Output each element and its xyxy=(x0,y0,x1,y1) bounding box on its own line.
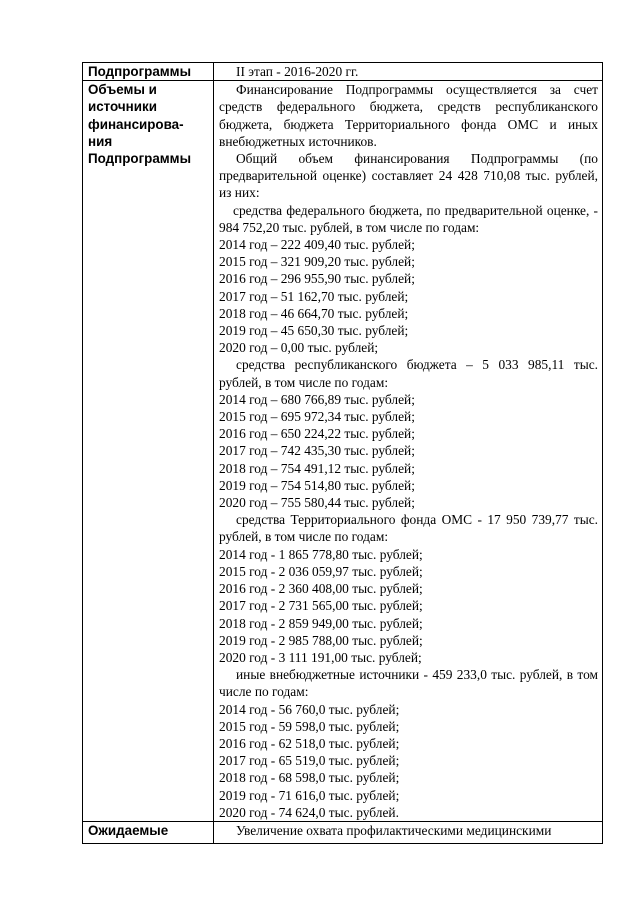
year-line: 2015 год – 321 909,20 тыс. рублей; xyxy=(219,254,415,270)
stage-value: II этап - 2016-2020 гг. xyxy=(214,63,603,81)
financing-label xyxy=(83,81,214,822)
other-heading: иные внебюджетные источники - 459 233,0 тыс. рублей, в том числе по годам: xyxy=(219,667,598,700)
passport-table xyxy=(82,62,603,844)
year-line: 2020 год - 74 624,0 тыс. рублей. xyxy=(219,804,399,820)
year-line: 2015 год – 695 972,34 тыс. рублей; xyxy=(219,409,415,425)
year-line: 2015 год - 59 598,0 тыс. рублей; xyxy=(219,718,400,734)
federal-list xyxy=(219,236,598,356)
financing-value xyxy=(214,81,603,822)
year-line: 2014 год - 56 760,0 тыс. рублей; xyxy=(219,701,400,717)
financing-row xyxy=(83,81,603,822)
oms-heading: средства Территориального фонда ОМС - 17 950 739,77 тыс. рублей, в том числе по годам: xyxy=(219,512,598,545)
financing-label-line: финансирова- xyxy=(88,116,184,132)
year-line: 2019 год - 71 616,0 тыс. рублей; xyxy=(219,787,400,803)
expected-label-text: Ожидаемые xyxy=(88,822,169,838)
expected-value xyxy=(214,821,603,843)
year-line: 2014 год – 680 766,89 тыс. рублей; xyxy=(219,391,415,407)
year-line: 2018 год – 754 491,12 тыс. рублей; xyxy=(219,460,415,476)
republic-heading: средства республиканского бюджета – 5 033 985,11 тыс. рублей, в том числе по годам: xyxy=(219,357,598,390)
year-line: 2019 год - 2 985 788,00 тыс. рублей; xyxy=(219,632,423,648)
financing-total: Общий объем финансирования Подпрограммы (по предварительной оценке) составляет 24 428 710,08 тыс. рублей, из них: xyxy=(219,151,598,201)
year-line: 2019 год – 45 650,30 тыс. рублей; xyxy=(219,323,409,339)
year-line: 2020 год – 0,00 тыс. рублей; xyxy=(219,340,379,356)
expected-row xyxy=(83,821,603,843)
year-line: 2020 год – 755 580,44 тыс. рублей; xyxy=(219,495,415,511)
year-line: 2016 год - 62 518,0 тыс. рублей; xyxy=(219,735,400,751)
year-line: 2014 год - 1 865 778,80 тыс. рублей; xyxy=(219,546,423,562)
federal-heading: средства федерального бюджета, по предварительной оценке, - 984 752,20 тыс. рублей, в том числе по годам: xyxy=(219,202,598,235)
year-line: 2015 год - 2 036 059,97 тыс. рублей; xyxy=(219,563,423,579)
year-line: 2016 год - 2 360 408,00 тыс. рублей; xyxy=(219,581,423,597)
year-line: 2017 год - 65 519,0 тыс. рублей; xyxy=(219,753,400,769)
stage-label: Подпрограммы xyxy=(83,63,214,81)
year-line: 2016 год – 296 955,90 тыс. рублей; xyxy=(219,271,415,287)
year-line: 2018 год - 68 598,0 тыс. рублей; xyxy=(219,770,400,786)
year-line: 2016 год – 650 224,22 тыс. рублей; xyxy=(219,426,415,442)
financing-label-line: Подпрограммы xyxy=(88,151,192,167)
stage-row xyxy=(83,63,603,81)
year-line: 2017 год - 2 731 565,00 тыс. рублей; xyxy=(219,598,423,614)
year-line: 2017 год – 742 435,30 тыс. рублей; xyxy=(219,443,415,459)
financing-label-line: ния xyxy=(88,133,113,149)
year-line: 2020 год - 3 111 191,00 тыс. рублей; xyxy=(219,649,422,665)
year-line: 2018 год – 46 664,70 тыс. рублей; xyxy=(219,305,409,321)
year-line: 2018 год - 2 859 949,00 тыс. рублей; xyxy=(219,615,423,631)
year-line: 2019 год – 754 514,80 тыс. рублей; xyxy=(219,477,415,493)
oms-list xyxy=(219,546,598,666)
year-line: 2017 год – 51 162,70 тыс. рублей; xyxy=(219,288,409,304)
expected-text: Увеличение охвата профилактическими медицинскими xyxy=(236,822,552,838)
year-line: 2014 год – 222 409,40 тыс. рублей; xyxy=(219,237,415,253)
financing-intro: Финансирование Подпрограммы осуществляется за счет средств федерального бюджета, средств республиканского бюджета, бюджета Территориального фонда ОМС и иных внебюджетных источников. xyxy=(219,82,598,149)
republic-list xyxy=(219,391,598,511)
financing-label-line: Объемы и xyxy=(88,82,157,98)
other-list xyxy=(219,701,598,821)
financing-label-line: источники xyxy=(88,99,157,115)
expected-label xyxy=(83,821,214,843)
